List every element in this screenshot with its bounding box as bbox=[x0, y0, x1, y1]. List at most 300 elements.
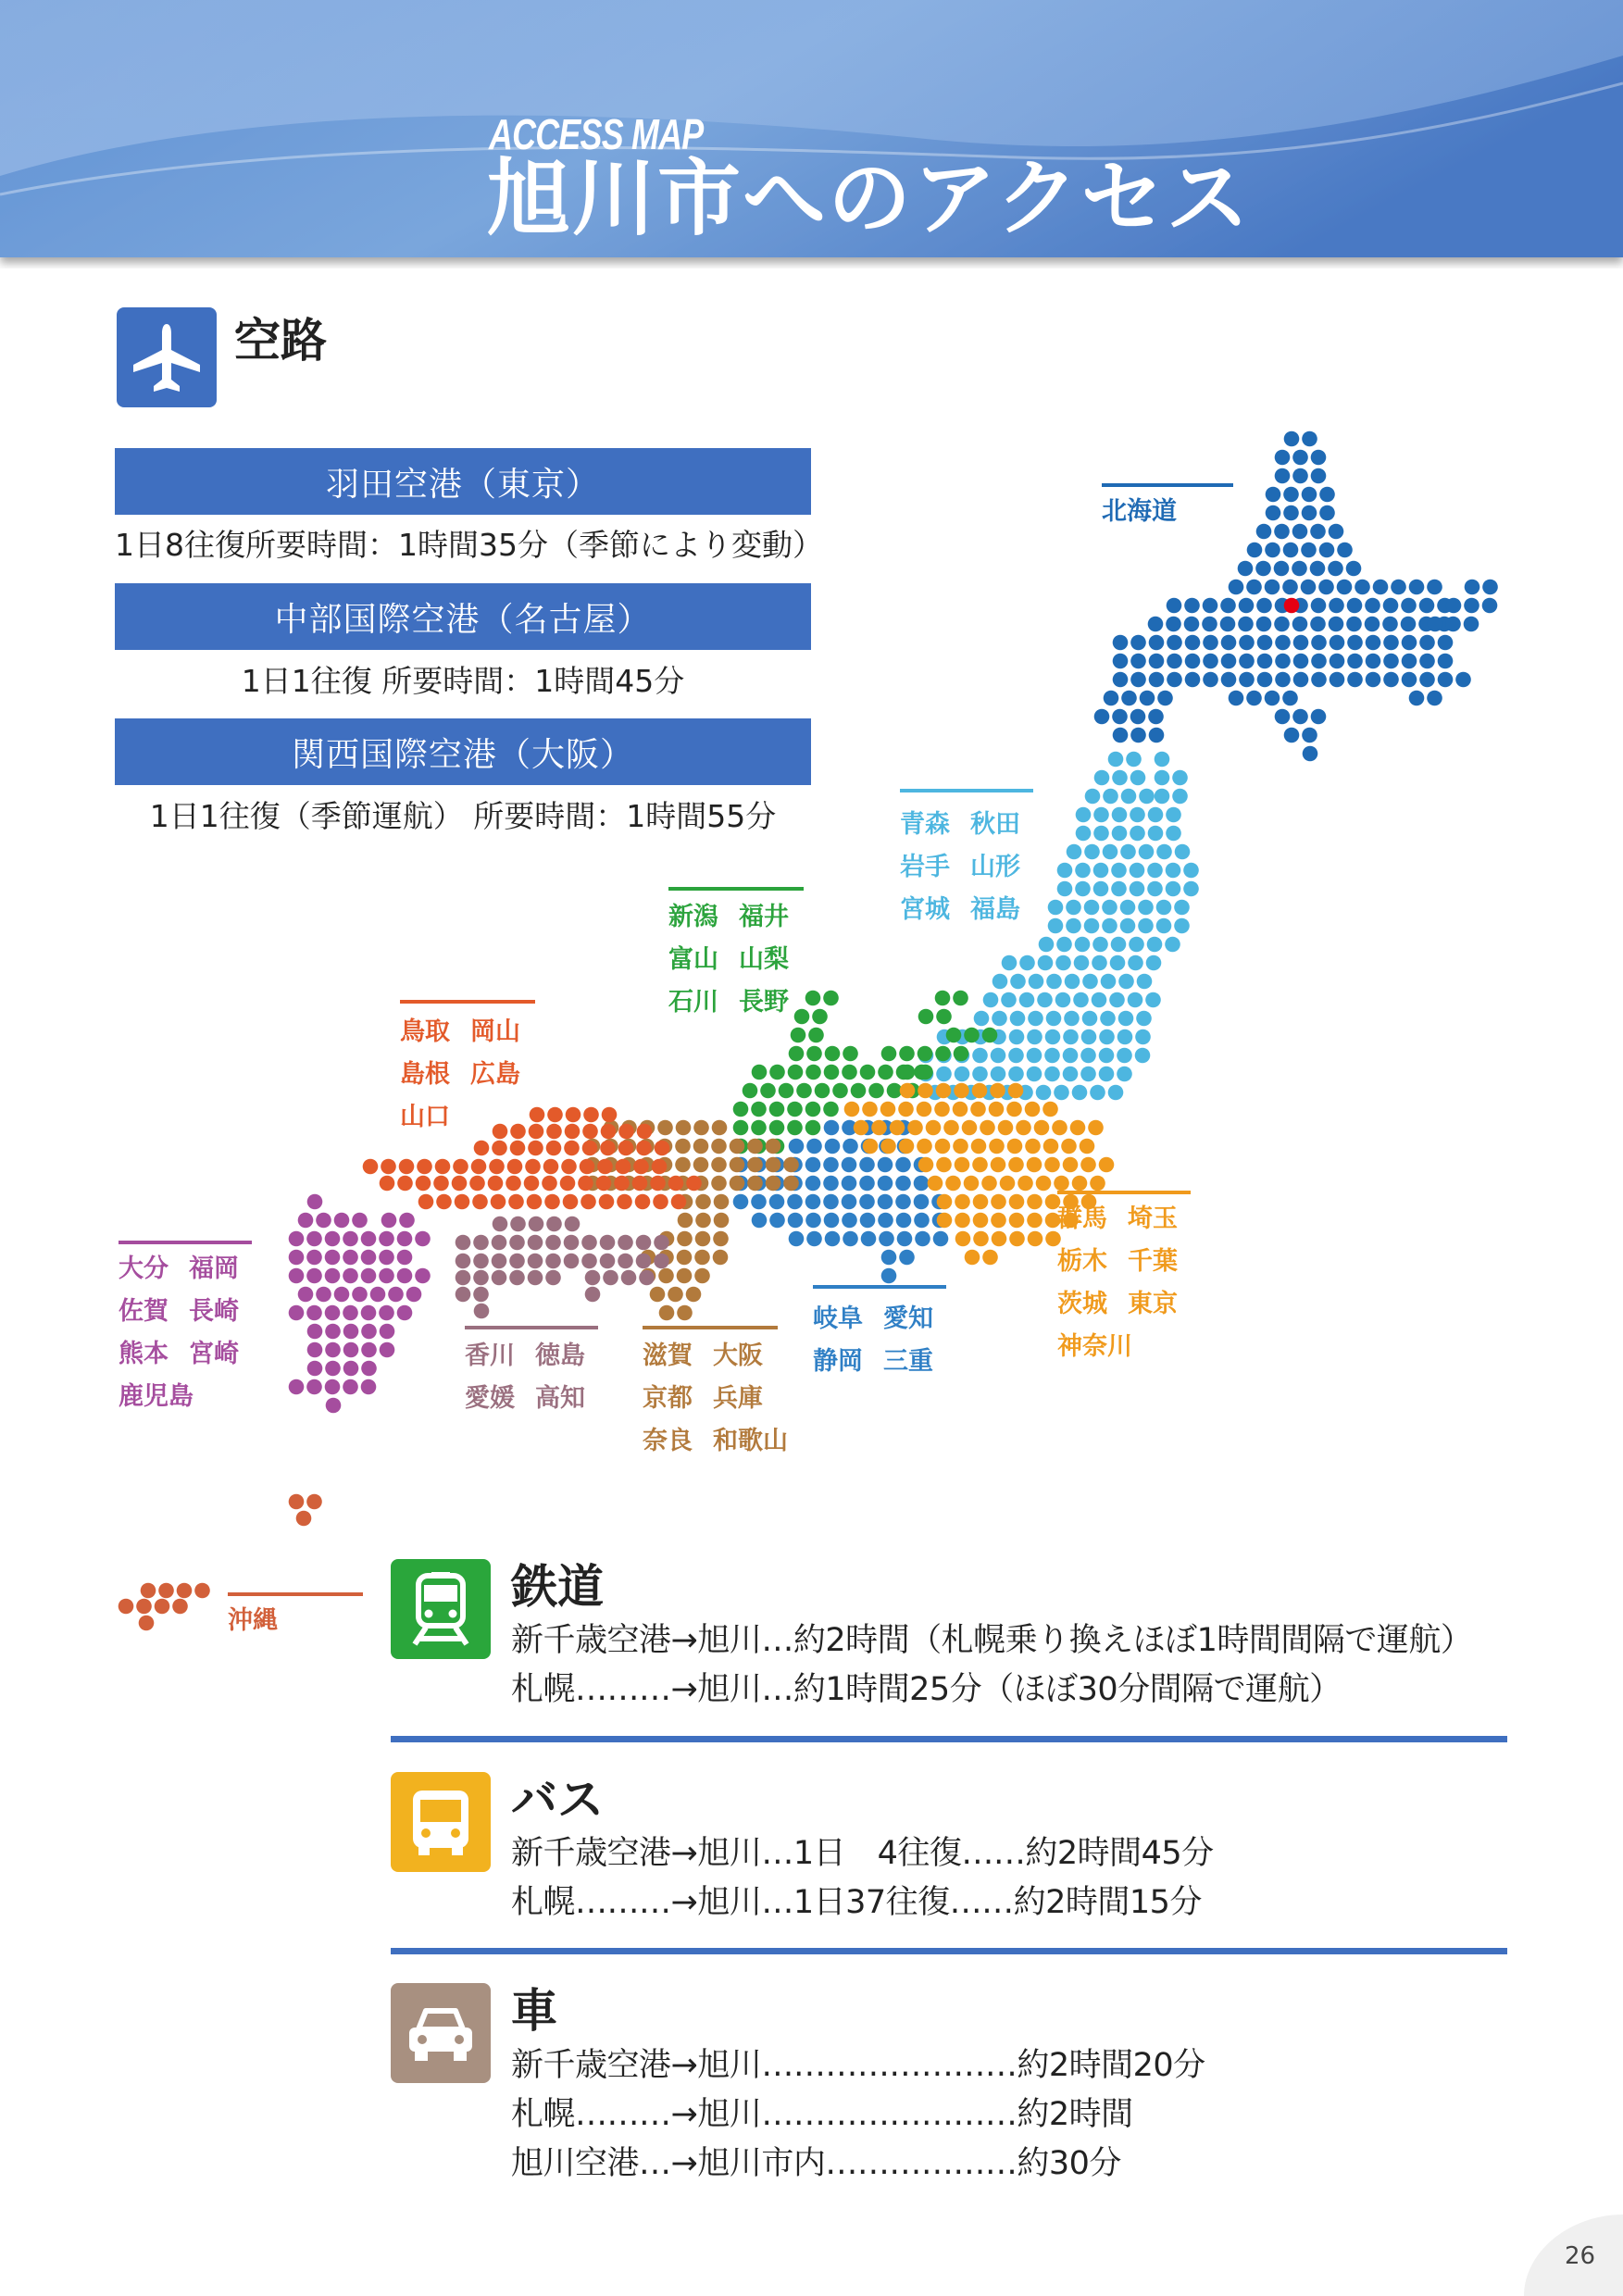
map-dot-hokkaido bbox=[1275, 635, 1291, 651]
map-dot-hokkaido bbox=[1275, 468, 1291, 484]
label-line-shikoku bbox=[465, 1326, 598, 1329]
map-dot-kanto bbox=[990, 1083, 1005, 1099]
map-dot-hokuriku bbox=[953, 991, 968, 1006]
map-dot-hokkaido bbox=[1246, 580, 1262, 595]
map-dot-hokkaido bbox=[1301, 543, 1317, 558]
map-dot-kinki bbox=[783, 1176, 799, 1192]
map-dot-kinki bbox=[677, 1231, 693, 1247]
map-dot-kinki bbox=[747, 1176, 763, 1192]
map-dot-kanto bbox=[1063, 1157, 1079, 1173]
map-dot-hokkaido bbox=[1337, 543, 1353, 558]
map-dot-hokkaido bbox=[1419, 598, 1435, 614]
map-dot-tohoku bbox=[1064, 1011, 1080, 1027]
map-dot-shikoku bbox=[545, 1270, 561, 1286]
map-dot-kanto bbox=[943, 1120, 959, 1136]
map-dot-kyushu bbox=[307, 1342, 323, 1358]
map-dot-hokkaido bbox=[1428, 617, 1443, 632]
map-dot-hokkaido bbox=[1427, 691, 1442, 706]
car-line-2: 札幌………→旭川……………………約2時間 bbox=[511, 2096, 1133, 2133]
map-dot-kyushu bbox=[343, 1250, 358, 1266]
map-dot-kyushu bbox=[361, 1361, 377, 1377]
map-dot-kinki bbox=[730, 1157, 745, 1173]
map-dot-shikoku bbox=[473, 1254, 489, 1269]
prefecture-name: 和歌山 bbox=[713, 1427, 788, 1455]
map-dot-tohoku bbox=[1008, 1067, 1024, 1082]
map-dot-kanto bbox=[1088, 1120, 1104, 1136]
map-dot-tokai bbox=[769, 1213, 785, 1229]
map-dot-kinki bbox=[693, 1139, 709, 1154]
map-dot-tohoku bbox=[1076, 807, 1092, 823]
map-dot-kyushu bbox=[361, 1268, 377, 1284]
map-dot-kanto bbox=[1008, 1157, 1024, 1173]
map-dot-chugoku bbox=[524, 1176, 540, 1192]
map-dot-kanto bbox=[890, 1120, 905, 1136]
map-dot-tohoku bbox=[1084, 918, 1100, 934]
map-dot-chugoku bbox=[582, 1124, 598, 1140]
map-dot-chugoku bbox=[433, 1176, 449, 1192]
map-dot-hokuriku bbox=[791, 1028, 806, 1043]
map-dot-okinawa bbox=[296, 1511, 312, 1527]
map-dot-kanto bbox=[1061, 1139, 1077, 1154]
airport-info-chubu: 1日1往復 所要時間：1時間45分 bbox=[241, 663, 685, 699]
map-dot-kanto bbox=[1009, 1231, 1025, 1247]
map-dot-kyushu bbox=[406, 1287, 422, 1303]
map-dot-chugoku bbox=[565, 1124, 581, 1140]
map-dot-hokkaido bbox=[1482, 598, 1498, 614]
map-dot-hokkaido bbox=[1330, 654, 1345, 669]
map-dot-kyushu bbox=[306, 1379, 322, 1395]
map-dot-kinki bbox=[714, 1194, 730, 1210]
map-dot-tohoku bbox=[1094, 770, 1110, 786]
map-dot-hokkaido bbox=[1130, 709, 1146, 725]
map-dot-tokai bbox=[788, 1213, 804, 1229]
map-dot-tohoku bbox=[1128, 992, 1143, 1008]
map-dot-tohoku bbox=[1166, 881, 1181, 897]
map-dot-okinawa bbox=[194, 1583, 210, 1599]
map-dot-kanto bbox=[971, 1139, 987, 1154]
map-dot-tohoku bbox=[1063, 1048, 1079, 1064]
map-dot-kanto bbox=[862, 1102, 878, 1117]
map-dot-tohoku bbox=[1172, 789, 1188, 805]
map-dot-hokuriku bbox=[823, 1102, 839, 1117]
map-dot-kyushu bbox=[306, 1305, 322, 1321]
map-dot-tohoku bbox=[1027, 1029, 1042, 1045]
map-dot-hokuriku bbox=[918, 1046, 933, 1062]
map-dot-hokkaido bbox=[1203, 672, 1218, 688]
map-dot-tohoku bbox=[1027, 1067, 1042, 1082]
map-dot-kinki bbox=[677, 1268, 693, 1284]
map-dot-tohoku bbox=[1065, 974, 1080, 990]
map-dot-kinki bbox=[678, 1213, 693, 1229]
map-dot-hokkaido bbox=[1292, 561, 1307, 577]
map-dot-shikoku bbox=[639, 1270, 655, 1286]
map-dot-kyushu bbox=[289, 1379, 305, 1395]
page-title: 旭川市へのアクセス bbox=[487, 150, 1252, 247]
map-dot-kyushu bbox=[298, 1287, 314, 1303]
map-dot-kyushu bbox=[397, 1231, 413, 1247]
map-dot-hokkaido bbox=[1311, 654, 1327, 669]
prefecture-name: 栃木 bbox=[1057, 1247, 1107, 1276]
map-dot-hokkaido bbox=[1328, 561, 1343, 577]
map-dot-hokkaido bbox=[1238, 617, 1254, 632]
airport-name-haneda: 羽田空港（東京） bbox=[115, 448, 811, 515]
map-dot-chugoku bbox=[636, 1141, 652, 1156]
map-dot-kanto bbox=[973, 1194, 989, 1210]
map-dot-tohoku bbox=[1036, 1085, 1052, 1101]
map-dot-kanto bbox=[981, 1176, 997, 1192]
map-dot-tohoku bbox=[1172, 770, 1188, 786]
map-dot-shikoku bbox=[492, 1270, 507, 1286]
map-dot-kinki bbox=[783, 1157, 799, 1173]
page-number: 26 bbox=[1565, 2242, 1596, 2270]
map-dot-kanto bbox=[871, 1120, 887, 1136]
map-dot-kyushu bbox=[379, 1250, 394, 1266]
map-dot-shikoku bbox=[564, 1235, 580, 1251]
map-dot-tokai bbox=[843, 1231, 858, 1247]
prefecture-name: 神奈川 bbox=[1057, 1332, 1132, 1361]
map-dot-tokai bbox=[881, 1268, 897, 1284]
map-dot-hokkaido bbox=[1318, 580, 1334, 595]
map-dot-hokkaido bbox=[1220, 598, 1236, 614]
map-dot-hokkaido bbox=[1265, 580, 1280, 595]
map-dot-okinawa bbox=[177, 1583, 193, 1599]
map-dot-kinki bbox=[677, 1305, 693, 1321]
region-names-hokuriku bbox=[668, 896, 835, 1024]
map-dot-kinki bbox=[713, 1231, 729, 1247]
map-dot-kinki bbox=[676, 1120, 692, 1136]
map-dot-hokuriku bbox=[751, 1102, 767, 1117]
map-dot-chugoku bbox=[601, 1124, 617, 1140]
map-dot-chugoku bbox=[507, 1159, 523, 1175]
map-dot-hokuriku bbox=[805, 1120, 821, 1136]
map-dot-chugoku bbox=[653, 1194, 668, 1210]
map-dot-shikoku bbox=[509, 1270, 525, 1286]
map-dot-kanto bbox=[1028, 1231, 1043, 1247]
map-dot-tokai bbox=[825, 1139, 841, 1154]
map-dot-kanto bbox=[953, 1102, 968, 1117]
map-dot-hokkaido bbox=[1293, 635, 1309, 651]
prefecture-name: 高知 bbox=[535, 1384, 585, 1413]
prefecture-name: 滋賀 bbox=[643, 1341, 693, 1370]
map-dot-chugoku bbox=[616, 1159, 631, 1175]
map-dot-tohoku bbox=[1111, 937, 1127, 953]
prefecture-name: 群馬 bbox=[1057, 1204, 1107, 1233]
map-dot-kyushu bbox=[415, 1268, 431, 1284]
map-dot-kyushu bbox=[343, 1305, 358, 1321]
map-dot-kinki bbox=[675, 1139, 691, 1154]
map-dot-chugoku bbox=[491, 1194, 506, 1210]
map-dot-kyushu bbox=[289, 1268, 305, 1284]
map-dot-tokai bbox=[860, 1213, 876, 1229]
map-dot-kanto bbox=[970, 1102, 986, 1117]
map-dot-tohoku bbox=[1046, 1011, 1062, 1027]
map-dot-tohoku bbox=[1117, 1048, 1132, 1064]
map-dot-kyushu bbox=[415, 1231, 431, 1247]
map-dot-kyushu bbox=[343, 1231, 358, 1247]
map-dot-hokuriku bbox=[769, 1120, 785, 1136]
map-dot-kanto bbox=[1007, 1139, 1023, 1154]
map-dot-hokkaido bbox=[1275, 654, 1291, 669]
map-dot-tohoku bbox=[1092, 955, 1107, 971]
map-dot-hokkaido bbox=[1275, 709, 1291, 725]
map-dot-kinki bbox=[658, 1268, 674, 1284]
map-dot-kyushu bbox=[343, 1324, 359, 1340]
map-dot-shikoku bbox=[545, 1235, 561, 1251]
map-dot-hokkaido bbox=[1256, 598, 1272, 614]
map-dot-kinki bbox=[711, 1157, 727, 1173]
map-dot-shikoku bbox=[585, 1287, 601, 1303]
map-dot-hokkaido bbox=[1284, 728, 1300, 743]
map-dot-tohoku bbox=[1102, 918, 1117, 934]
map-dot-kyushu bbox=[379, 1231, 394, 1247]
map-dot-hokkaido bbox=[1149, 672, 1165, 688]
map-dot-hokkaido bbox=[1104, 691, 1119, 706]
map-dot-kyushu bbox=[316, 1213, 331, 1229]
map-dot-kinki bbox=[766, 1139, 781, 1154]
map-dot-hokkaido bbox=[1337, 580, 1353, 595]
prefecture-name: 徳島 bbox=[535, 1341, 585, 1370]
map-dot-hokkaido bbox=[1130, 635, 1146, 651]
map-dot-hokkaido bbox=[1239, 672, 1255, 688]
map-dot-tohoku bbox=[983, 992, 999, 1008]
map-dot-tohoku bbox=[1117, 1029, 1133, 1045]
map-dot-kyushu bbox=[306, 1268, 322, 1284]
map-dot-tohoku bbox=[1075, 937, 1091, 953]
map-dot-hokuriku bbox=[918, 1009, 934, 1025]
map-dot-hokkaido bbox=[1330, 672, 1345, 688]
map-dot-okinawa bbox=[141, 1583, 156, 1599]
prefecture-name: 熊本 bbox=[119, 1340, 169, 1368]
map-dot-kyushu bbox=[381, 1213, 397, 1229]
map-dot-hokkaido bbox=[1221, 635, 1237, 651]
map-dot-hokkaido bbox=[1257, 672, 1273, 688]
map-dot-kanto bbox=[934, 1102, 950, 1117]
map-dot-tokai bbox=[824, 1120, 840, 1136]
asahikawa-marker bbox=[1284, 598, 1300, 614]
map-dot-tohoku bbox=[974, 1011, 990, 1027]
map-dot-tokai bbox=[914, 1176, 930, 1192]
map-dot-kinki bbox=[730, 1176, 745, 1192]
map-dot-hokuriku bbox=[824, 1065, 840, 1080]
map-dot-tohoku bbox=[1156, 844, 1172, 860]
map-dot-hokuriku bbox=[769, 1102, 785, 1117]
map-dot-tohoku bbox=[1099, 1067, 1115, 1082]
map-dot-okinawa bbox=[136, 1599, 152, 1615]
map-dot-kanto bbox=[928, 1176, 943, 1192]
map-dot-hokkaido bbox=[1167, 654, 1182, 669]
map-dot-shikoku bbox=[654, 1254, 669, 1269]
map-dot-tohoku bbox=[1081, 1029, 1097, 1045]
map-dot-kyushu bbox=[325, 1250, 341, 1266]
map-dot-shikoku bbox=[510, 1217, 526, 1232]
map-dot-hokkaido bbox=[1246, 691, 1262, 706]
map-dot-tokai bbox=[733, 1194, 749, 1210]
prefecture-name: 福岡 bbox=[189, 1254, 239, 1283]
train-line-1: 新千歳空港→旭川…約2時間（札幌乗り換えほぼ1時間間隔で運航） bbox=[511, 1622, 1473, 1659]
map-dot-kyushu bbox=[388, 1287, 404, 1303]
prefecture-name: 大分 bbox=[119, 1254, 169, 1283]
map-dot-kanto bbox=[1009, 1194, 1025, 1210]
map-dot-hokkaido bbox=[1382, 617, 1398, 632]
map-dot-hokkaido bbox=[1265, 543, 1280, 558]
map-dot-chugoku bbox=[489, 1159, 505, 1175]
map-dot-tokai bbox=[751, 1194, 767, 1210]
map-dot-kinki bbox=[730, 1139, 745, 1154]
map-dot-okinawa bbox=[158, 1583, 174, 1599]
map-dot-kanto bbox=[880, 1139, 896, 1154]
map-dot-hokuriku bbox=[752, 1065, 768, 1080]
map-dot-hokkaido bbox=[1229, 691, 1244, 706]
map-dot-kyushu bbox=[298, 1213, 314, 1229]
prefecture-name: 茨城 bbox=[1057, 1290, 1107, 1318]
map-dot-kyushu bbox=[306, 1250, 322, 1266]
map-dot-hokkaido bbox=[1149, 635, 1165, 651]
map-dot-kyushu bbox=[379, 1268, 394, 1284]
map-dot-hokkaido bbox=[1167, 635, 1182, 651]
map-dot-hokuriku bbox=[935, 991, 951, 1006]
map-dot-kinki bbox=[657, 1120, 673, 1136]
map-dot-shikoku bbox=[654, 1235, 669, 1251]
map-dot-tohoku bbox=[1072, 1085, 1088, 1101]
map-dot-kanto bbox=[1027, 1157, 1042, 1173]
map-dot-okinawa bbox=[289, 1494, 305, 1510]
map-dot-tohoku bbox=[1066, 900, 1081, 916]
map-dot-hokkaido bbox=[1464, 598, 1479, 614]
map-dot-tohoku bbox=[993, 974, 1008, 990]
prefecture-name: 千葉 bbox=[1128, 1247, 1178, 1276]
map-dot-kanto bbox=[954, 1083, 969, 1099]
map-dot-hokkaido bbox=[1401, 598, 1417, 614]
label-line-kanto bbox=[1057, 1191, 1191, 1194]
map-dot-hokkaido bbox=[1346, 617, 1362, 632]
prefecture-name: 岩手 bbox=[900, 853, 950, 881]
map-dot-kinki bbox=[677, 1250, 693, 1266]
map-dot-kanto bbox=[1052, 1120, 1067, 1136]
car-section-title: 車 bbox=[511, 1984, 557, 2038]
map-dot-tohoku bbox=[1056, 937, 1072, 953]
map-dot-kanto bbox=[1080, 1139, 1095, 1154]
map-dot-kyushu bbox=[370, 1287, 386, 1303]
map-dot-chugoku bbox=[561, 1159, 577, 1175]
map-dot-tokai bbox=[806, 1139, 822, 1154]
map-dot-shikoku bbox=[474, 1304, 490, 1319]
map-dot-tohoku bbox=[1090, 1085, 1105, 1101]
map-dot-hokuriku bbox=[851, 1083, 867, 1099]
map-dot-shikoku bbox=[473, 1270, 489, 1286]
prefecture-name: 新潟 bbox=[668, 903, 718, 931]
map-dot-hokkaido bbox=[1455, 672, 1471, 688]
map-dot-tohoku bbox=[1063, 1029, 1079, 1045]
map-dot-hokuriku bbox=[808, 1028, 824, 1043]
map-dot-hokkaido bbox=[1373, 580, 1389, 595]
map-dot-hokkaido bbox=[1203, 635, 1218, 651]
map-dot-hokkaido bbox=[1221, 654, 1237, 669]
map-dot-hokkaido bbox=[1292, 468, 1308, 484]
map-dot-tohoku bbox=[1166, 807, 1181, 823]
map-dot-tokai bbox=[824, 1213, 840, 1229]
map-dot-kyushu bbox=[380, 1342, 395, 1358]
map-dot-hokkaido bbox=[1438, 654, 1454, 669]
map-dot-tohoku bbox=[1136, 1011, 1152, 1027]
map-dot-tohoku bbox=[1100, 1011, 1116, 1027]
prefecture-name: 埼玉 bbox=[1128, 1204, 1178, 1233]
map-dot-kyushu bbox=[316, 1287, 331, 1303]
map-dot-hokuriku bbox=[918, 1065, 933, 1080]
map-dot-shikoku bbox=[603, 1270, 618, 1286]
map-dot-kanto bbox=[917, 1102, 932, 1117]
map-dot-chugoku bbox=[525, 1159, 541, 1175]
map-dot-tohoku bbox=[1118, 974, 1134, 990]
map-dot-chugoku bbox=[614, 1176, 630, 1192]
map-dot-kanto bbox=[964, 1176, 980, 1192]
map-dot-hokkaido bbox=[1302, 728, 1317, 743]
map-dot-tokai bbox=[859, 1176, 875, 1192]
prefecture-name: 北海道 bbox=[1102, 497, 1177, 526]
map-dot-kyushu bbox=[334, 1287, 350, 1303]
map-dot-chugoku bbox=[416, 1176, 431, 1192]
map-dot-kyushu bbox=[352, 1287, 368, 1303]
label-line-tokai bbox=[813, 1285, 946, 1289]
map-dot-tohoku bbox=[1112, 807, 1128, 823]
label-line-kinki bbox=[643, 1326, 778, 1329]
map-dot-hokkaido bbox=[1401, 617, 1417, 632]
map-dot-kyushu bbox=[307, 1194, 323, 1210]
prefecture-name: 愛知 bbox=[883, 1304, 933, 1333]
map-dot-hokkaido bbox=[1383, 672, 1399, 688]
map-dot-chugoku bbox=[578, 1176, 593, 1192]
map-dot-kanto bbox=[972, 1157, 988, 1173]
map-dot-chugoku bbox=[600, 1141, 616, 1156]
bus-icon bbox=[391, 1772, 491, 1872]
map-dot-kinki bbox=[668, 1287, 683, 1303]
section-divider bbox=[391, 1948, 1507, 1954]
map-dot-tohoku bbox=[1138, 918, 1154, 934]
map-dot-hokkaido bbox=[1148, 709, 1164, 725]
map-dot-hokkaido bbox=[1149, 728, 1165, 743]
map-dot-hokkaido bbox=[1184, 617, 1200, 632]
map-dot-tokai bbox=[899, 1250, 915, 1266]
map-dot-chugoku bbox=[599, 1194, 615, 1210]
map-dot-tohoku bbox=[1165, 937, 1180, 953]
map-dot-hokkaido bbox=[1402, 654, 1417, 669]
map-dot-kinki bbox=[659, 1305, 675, 1321]
map-dot-chugoku bbox=[686, 1176, 702, 1192]
map-dot-tohoku bbox=[1121, 789, 1137, 805]
map-dot-hokkaido bbox=[1365, 598, 1380, 614]
map-dot-tohoku bbox=[991, 1048, 1006, 1064]
map-dot-hokkaido bbox=[1292, 617, 1308, 632]
map-dot-kyushu bbox=[361, 1342, 377, 1358]
map-dot-hokkaido bbox=[1284, 431, 1300, 447]
map-dot-tohoku bbox=[1002, 955, 1017, 971]
map-dot-kanto bbox=[844, 1102, 860, 1117]
map-dot-shikoku bbox=[618, 1254, 633, 1269]
map-dot-chugoku bbox=[488, 1176, 504, 1192]
map-dot-tokai bbox=[825, 1231, 841, 1247]
map-dot-tohoku bbox=[1129, 937, 1144, 953]
map-dot-hokuriku bbox=[743, 1083, 758, 1099]
map-dot-hokkaido bbox=[1283, 543, 1299, 558]
prefecture-name: 三重 bbox=[883, 1347, 933, 1376]
map-dot-kinki bbox=[713, 1250, 729, 1266]
train-line-2: 札幌………→旭川…約1時間25分（ほぼ30分間隔で運航） bbox=[511, 1671, 1342, 1708]
map-dot-kanto bbox=[907, 1120, 923, 1136]
map-dot-kanto bbox=[991, 1194, 1006, 1210]
map-dot-chugoku bbox=[563, 1194, 579, 1210]
prefecture-name: 長崎 bbox=[189, 1297, 239, 1326]
map-dot-hokkaido bbox=[1311, 598, 1327, 614]
map-dot-kanto bbox=[1027, 1194, 1042, 1210]
